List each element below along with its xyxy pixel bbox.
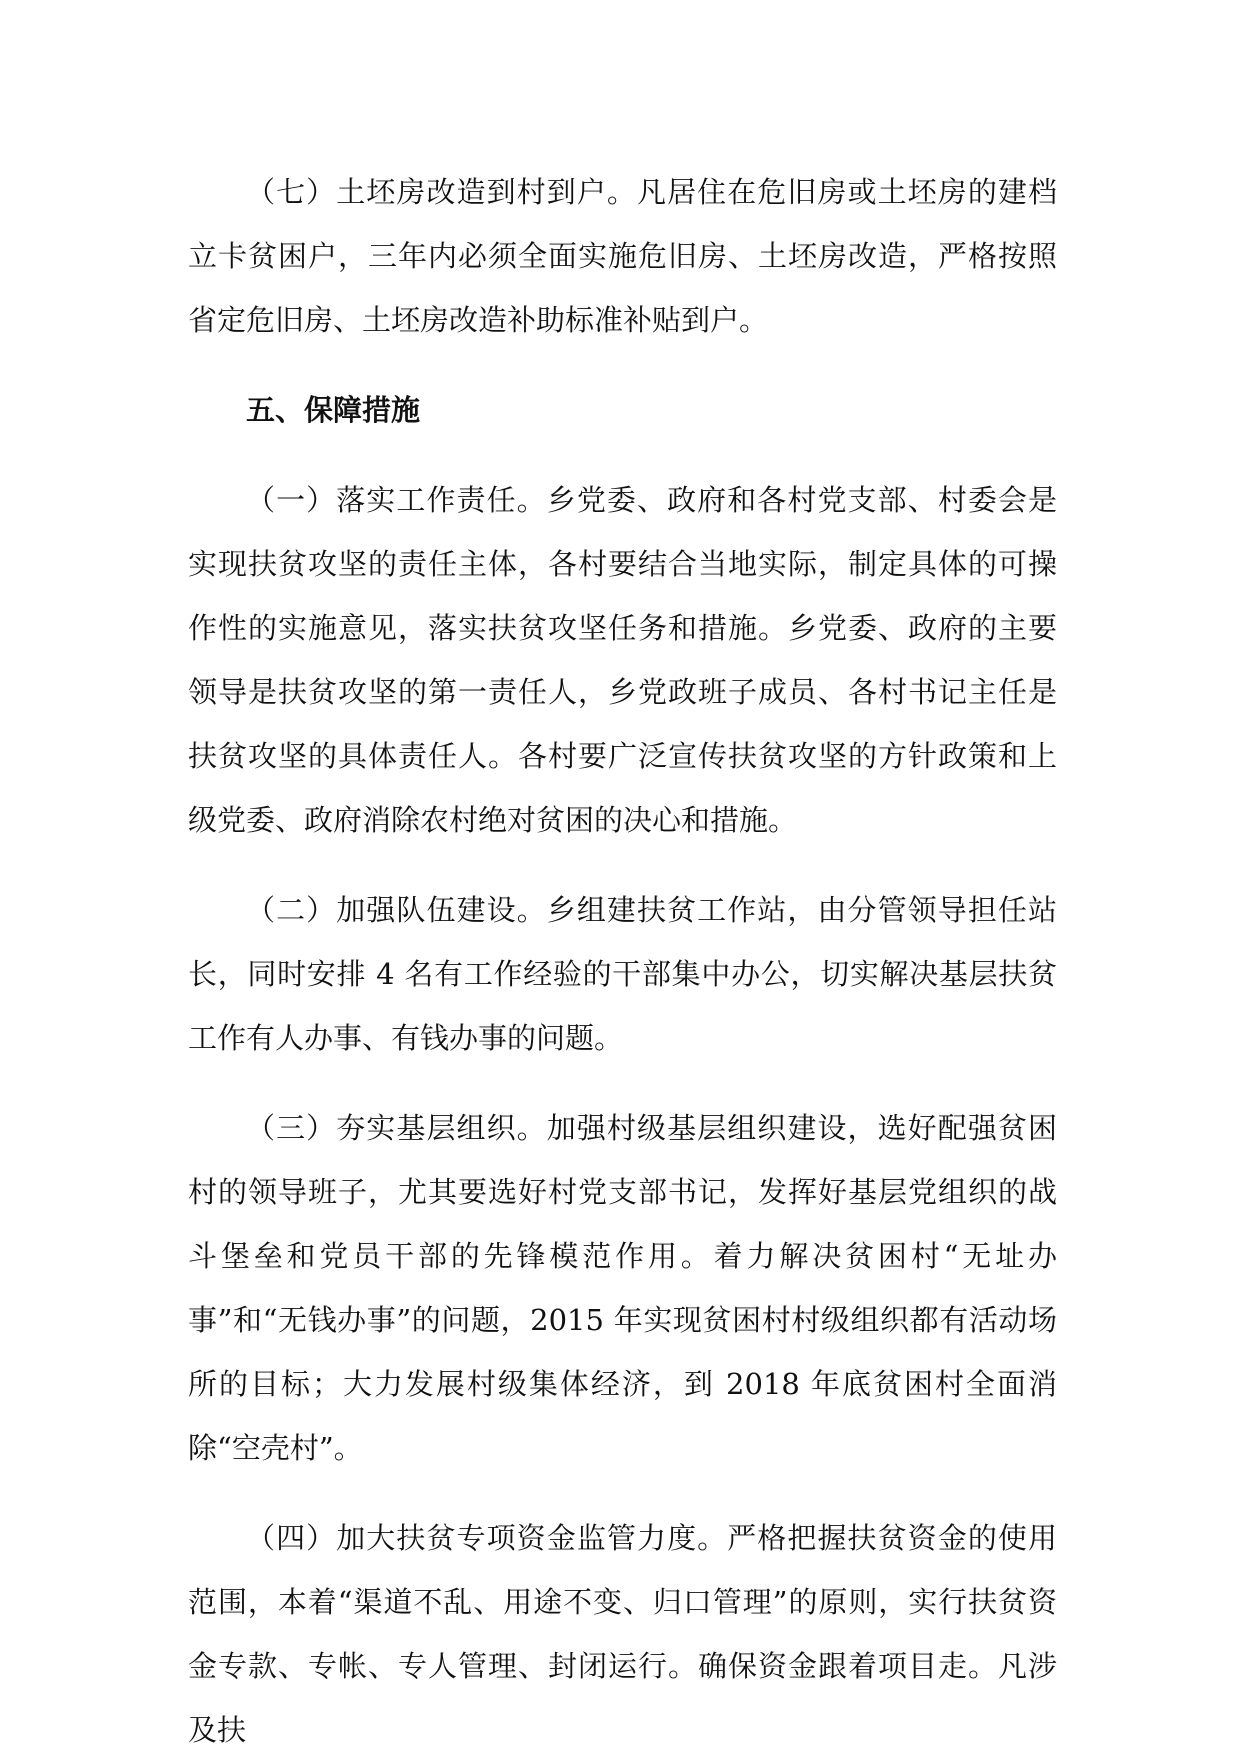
- section-heading-safeguards: 五、保障措施: [246, 393, 421, 427]
- paragraph-gap: [188, 852, 1057, 878]
- paragraph-gap: [188, 352, 1057, 378]
- paragraph-gap: [188, 442, 1057, 468]
- paragraph-item-1: （一）落实工作责任。乡党委、政府和各村党支部、村委会是实现扶贫攻坚的责任主体，各村要结合当地实际，制定具体的可操作性的实施意见，落实扶贫攻坚任务和措施。乡党委、政府的主要领导是扶贫攻坚的第一责任人，乡党政班子成员、各村书记主任是扶贫攻坚的具体责任人。各村要广泛宣传扶贫攻坚的方针政策和上级党委、政府消除农村绝对贫困的决心和措施。: [188, 483, 1057, 837]
- paragraph-item-7: （七）土坯房改造到村到户。凡居住在危旧房或土坯房的建档立卡贫困户，三年内必须全面实施危旧房、土坯房改造，严格按照省定危旧房、土坯房改造补助标准补贴到户。: [188, 175, 1057, 337]
- document-body: [188, 160, 1057, 1762]
- paragraph-item-2: （二）加强队伍建设。乡组建扶贫工作站，由分管领导担任站长，同时安排 4 名有工作经验的干部集中办公，切实解决基层扶贫工作有人办事、有钱办事的问题。: [188, 893, 1057, 1055]
- paragraph-item-3: （三）夯实基层组织。加强村级基层组织建设，选好配强贫困村的领导班子，尤其要选好村党支部书记，发挥好基层党组织的战斗堡垒和党员干部的先锋模范作用。着力解决贫困村“无址办事”和“无钱办事”的问题，2015 年实现贫困村村级组织都有活动场所的目标；大力发展村级集体经济，到 2018 年底贫困村全面消除“空壳村”。: [188, 1111, 1057, 1465]
- paragraph-gap: [188, 1070, 1057, 1096]
- paragraph-gap: [188, 1480, 1057, 1506]
- paragraph-item-4: （四）加大扶贫专项资金监管力度。严格把握扶贫资金的使用范围，本着“渠道不乱、用途不变、归口管理”的原则，实行扶贫资金专款、专帐、专人管理、封闭运行。确保资金跟着项目走。凡涉及扶: [188, 1521, 1057, 1747]
